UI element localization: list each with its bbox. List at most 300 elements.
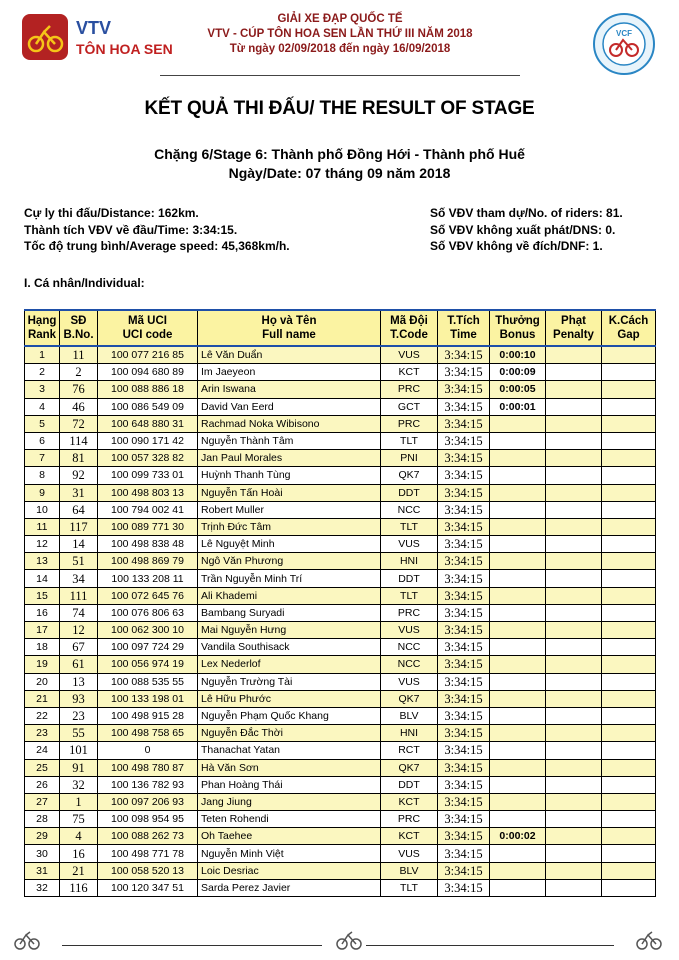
cell-time: 3:34:15 — [438, 811, 490, 828]
cell-bib: 32 — [60, 776, 98, 793]
cell-time: 3:34:15 — [438, 845, 490, 862]
cell-bib: 4 — [60, 828, 98, 845]
cell-bonus — [490, 793, 546, 810]
race-info-right — [430, 205, 623, 255]
cell-team-code: TLT — [381, 587, 438, 604]
cell-uci-code: 100 098 954 95 — [98, 811, 198, 828]
cell-rank: 18 — [25, 639, 60, 656]
cell-bib: 14 — [60, 536, 98, 553]
cell-uci-code: 100 498 780 87 — [98, 759, 198, 776]
cell-uci-code: 100 120 347 51 — [98, 879, 198, 896]
footer-line — [366, 945, 614, 946]
cell-time: 3:34:15 — [438, 707, 490, 724]
table-row — [25, 604, 656, 621]
cell-team-code: VUS — [381, 622, 438, 639]
winner-time-info: Thành tích VĐV về đầu/Time: 3:34:15. — [24, 222, 238, 237]
cell-gap — [602, 553, 656, 570]
cell-bib: 111 — [60, 587, 98, 604]
cell-uci-code: 100 088 262 73 — [98, 828, 198, 845]
header-gap — [602, 310, 656, 346]
cell-gap — [602, 398, 656, 415]
cell-rank: 7 — [25, 450, 60, 467]
cell-time: 3:34:15 — [438, 793, 490, 810]
header-bonus-en: Bonus — [499, 329, 536, 341]
cell-gap — [602, 450, 656, 467]
event-subtitle: VTV - CÚP TÔN HOA SEN LẦN THỨ III NĂM 2018 — [207, 28, 473, 40]
cell-team-code: VUS — [381, 845, 438, 862]
cell-team-code: PRC — [381, 604, 438, 621]
table-row — [25, 707, 656, 724]
cell-gap — [602, 432, 656, 449]
cell-uci-code: 100 794 002 41 — [98, 501, 198, 518]
cell-rank: 6 — [25, 432, 60, 449]
table-row — [25, 381, 656, 398]
cell-gap — [602, 467, 656, 484]
cell-rank: 20 — [25, 673, 60, 690]
cell-team-code: HNI — [381, 553, 438, 570]
cell-uci-code: 100 090 171 42 — [98, 432, 198, 449]
cell-team-code: DDT — [381, 776, 438, 793]
distance-info: Cự ly thi đấu/Distance: 162km. — [24, 206, 199, 220]
cell-penalty — [546, 604, 602, 621]
cell-bonus — [490, 759, 546, 776]
header-bonus — [490, 310, 546, 346]
average-speed-info: Tốc độ trung bình/Average speed: 45,368km/h. — [24, 239, 290, 253]
cell-rank: 26 — [25, 776, 60, 793]
cell-penalty — [546, 673, 602, 690]
cell-bib: 1 — [60, 793, 98, 810]
cell-gap — [602, 759, 656, 776]
cell-bonus: 0:00:10 — [490, 346, 546, 364]
cell-full-name: Trần Nguyễn Minh Trí — [198, 570, 381, 587]
cell-rank: 29 — [25, 828, 60, 845]
cell-bib: 117 — [60, 518, 98, 535]
cell-time: 3:34:15 — [438, 639, 490, 656]
cell-bib: 114 — [60, 432, 98, 449]
cyclist-footer-icon — [336, 929, 362, 951]
cell-rank: 30 — [25, 845, 60, 862]
cell-uci-code: 100 648 880 31 — [98, 415, 198, 432]
results-table-header — [25, 310, 656, 346]
header-uci-code — [98, 310, 198, 346]
cell-bib: 11 — [60, 346, 98, 364]
cell-bonus: 0:00:02 — [490, 828, 546, 845]
cell-bib: 2 — [60, 364, 98, 381]
table-row — [25, 776, 656, 793]
cell-uci-code: 100 088 886 18 — [98, 381, 198, 398]
cell-full-name: Rachmad Noka Wibisono — [198, 415, 381, 432]
cell-uci-code: 100 136 782 93 — [98, 776, 198, 793]
cell-bonus — [490, 707, 546, 724]
cell-uci-code: 100 097 724 29 — [98, 639, 198, 656]
cell-bib: 16 — [60, 845, 98, 862]
cell-team-code: QK7 — [381, 759, 438, 776]
cell-full-name: Bambang Suryadi — [198, 604, 381, 621]
cell-team-code: HNI — [381, 725, 438, 742]
cell-bonus: 0:00:05 — [490, 381, 546, 398]
cell-full-name: Lê Văn Duẩn — [198, 346, 381, 364]
cell-full-name: Nguyễn Minh Việt — [198, 845, 381, 862]
cell-full-name: Nguyễn Trường Tài — [198, 673, 381, 690]
cell-team-code: NCC — [381, 639, 438, 656]
cell-rank: 9 — [25, 484, 60, 501]
cell-time: 3:34:15 — [438, 879, 490, 896]
cell-rank: 10 — [25, 501, 60, 518]
cell-penalty — [546, 793, 602, 810]
stage-date: Ngày/Date: 07 tháng 09 năm 2018 — [228, 165, 451, 181]
cell-time: 3:34:15 — [438, 450, 490, 467]
cell-penalty — [546, 570, 602, 587]
cell-rank: 25 — [25, 759, 60, 776]
cell-bonus — [490, 432, 546, 449]
cell-time: 3:34:15 — [438, 381, 490, 398]
cell-penalty — [546, 501, 602, 518]
header-gap-vi: K.Cách — [608, 315, 649, 327]
table-row — [25, 346, 656, 364]
cell-team-code: TLT — [381, 879, 438, 896]
cell-time: 3:34:15 — [438, 862, 490, 879]
table-row — [25, 639, 656, 656]
cell-rank: 16 — [25, 604, 60, 621]
cell-rank: 28 — [25, 811, 60, 828]
cell-team-code: PRC — [381, 381, 438, 398]
cell-time: 3:34:15 — [438, 690, 490, 707]
cell-bib: 21 — [60, 862, 98, 879]
cell-gap — [602, 879, 656, 896]
cell-bonus — [490, 639, 546, 656]
cell-team-code: KCT — [381, 828, 438, 845]
vcf-logo — [592, 12, 656, 76]
cell-full-name: Thanachat Yatan — [198, 742, 381, 759]
cell-gap — [602, 845, 656, 862]
cell-bib: 31 — [60, 484, 98, 501]
cell-team-code: TLT — [381, 432, 438, 449]
stage-route: Chặng 6/Stage 6: Thành phố Đồng Hới - Thành phố Huế — [154, 146, 525, 162]
cell-full-name: Nguyễn Thành Tâm — [198, 432, 381, 449]
header-gap-en: Gap — [617, 329, 640, 341]
cell-uci-code: 100 498 758 65 — [98, 725, 198, 742]
sponsor-logo-text: TÔN HOA SEN — [76, 41, 173, 57]
cell-uci-code: 100 058 520 13 — [98, 862, 198, 879]
cell-rank: 22 — [25, 707, 60, 724]
cell-time: 3:34:15 — [438, 828, 490, 845]
header-team-code-vi: Mã Đội — [390, 315, 428, 327]
cell-gap — [602, 656, 656, 673]
cell-penalty — [546, 346, 602, 364]
header-full-name-vi: Họ và Tên — [261, 315, 317, 327]
cell-bib: 93 — [60, 690, 98, 707]
cell-bonus: 0:00:01 — [490, 398, 546, 415]
cell-bonus — [490, 725, 546, 742]
cell-time: 3:34:15 — [438, 398, 490, 415]
cell-uci-code: 100 133 208 11 — [98, 570, 198, 587]
cell-penalty — [546, 553, 602, 570]
cell-full-name: Oh Taehee — [198, 828, 381, 845]
cell-rank: 2 — [25, 364, 60, 381]
cell-bib: 46 — [60, 398, 98, 415]
cell-team-code: QK7 — [381, 467, 438, 484]
cell-time: 3:34:15 — [438, 622, 490, 639]
cell-rank: 21 — [25, 690, 60, 707]
cell-full-name: Arin Iswana — [198, 381, 381, 398]
cell-uci-code: 100 498 869 79 — [98, 553, 198, 570]
cell-full-name: Loic Desriac — [198, 862, 381, 879]
cell-bib: 61 — [60, 656, 98, 673]
header-rank — [25, 310, 60, 346]
cell-uci-code: 100 498 771 78 — [98, 845, 198, 862]
cell-bonus — [490, 501, 546, 518]
cell-rank: 23 — [25, 725, 60, 742]
cell-uci-code: 100 056 974 19 — [98, 656, 198, 673]
cell-penalty — [546, 467, 602, 484]
cell-team-code: NCC — [381, 656, 438, 673]
cell-bib: 116 — [60, 879, 98, 896]
stage-info — [0, 145, 679, 183]
cell-penalty — [546, 587, 602, 604]
cell-penalty — [546, 639, 602, 656]
cell-full-name: Lê Nguyệt Minh — [198, 536, 381, 553]
cell-full-name: Phan Hoàng Thái — [198, 776, 381, 793]
cell-penalty — [546, 415, 602, 432]
cell-bib: 91 — [60, 759, 98, 776]
cell-bonus — [490, 587, 546, 604]
cell-team-code: TLT — [381, 518, 438, 535]
cell-penalty — [546, 398, 602, 415]
dns-info: Số VĐV không xuất phát/DNS: 0. — [430, 222, 616, 237]
cell-uci-code: 100 097 206 93 — [98, 793, 198, 810]
cell-bonus — [490, 811, 546, 828]
cell-rank: 12 — [25, 536, 60, 553]
cell-time: 3:34:15 — [438, 501, 490, 518]
footer-line — [62, 945, 322, 946]
cell-bonus — [490, 536, 546, 553]
cell-bib: 67 — [60, 639, 98, 656]
cell-gap — [602, 587, 656, 604]
cell-gap — [602, 725, 656, 742]
cell-full-name: Nguyễn Tấn Hoài — [198, 484, 381, 501]
cell-full-name: Sarda Perez Javier — [198, 879, 381, 896]
cell-uci-code: 100 057 328 82 — [98, 450, 198, 467]
cell-gap — [602, 381, 656, 398]
cell-team-code: DDT — [381, 570, 438, 587]
cell-penalty — [546, 381, 602, 398]
cell-penalty — [546, 518, 602, 535]
event-header — [180, 12, 500, 57]
cell-time: 3:34:15 — [438, 673, 490, 690]
cell-rank: 1 — [25, 346, 60, 364]
cell-team-code: VUS — [381, 673, 438, 690]
header-penalty-vi: Phạt — [561, 315, 586, 327]
cell-bonus — [490, 742, 546, 759]
cell-rank: 3 — [25, 381, 60, 398]
cell-gap — [602, 690, 656, 707]
header-penalty — [546, 310, 602, 346]
cell-rank: 24 — [25, 742, 60, 759]
header-bib-en: B.No. — [63, 329, 94, 341]
table-row — [25, 793, 656, 810]
vcf-logo-text: VCF — [616, 29, 632, 38]
cell-bib: 23 — [60, 707, 98, 724]
cell-full-name: Lê Hữu Phước — [198, 690, 381, 707]
cell-uci-code: 100 062 300 10 — [98, 622, 198, 639]
header-divider — [160, 75, 520, 76]
cell-penalty — [546, 742, 602, 759]
cell-time: 3:34:15 — [438, 587, 490, 604]
cell-team-code: QK7 — [381, 690, 438, 707]
cell-bonus — [490, 450, 546, 467]
cell-uci-code: 100 498 838 48 — [98, 536, 198, 553]
table-row — [25, 759, 656, 776]
cell-rank: 8 — [25, 467, 60, 484]
cell-time: 3:34:15 — [438, 656, 490, 673]
cell-full-name: Jan Paul Morales — [198, 450, 381, 467]
cell-bib: 81 — [60, 450, 98, 467]
table-row — [25, 725, 656, 742]
cell-penalty — [546, 845, 602, 862]
cell-gap — [602, 811, 656, 828]
cell-gap — [602, 536, 656, 553]
header-bonus-vi: Thưởng — [495, 315, 540, 327]
cell-team-code: GCT — [381, 398, 438, 415]
cell-full-name: Mai Nguyễn Hưng — [198, 622, 381, 639]
header-team-code-en: T.Code — [390, 329, 428, 341]
cell-bib: 55 — [60, 725, 98, 742]
cell-gap — [602, 518, 656, 535]
cell-time: 3:34:15 — [438, 518, 490, 535]
cell-penalty — [546, 759, 602, 776]
table-row — [25, 742, 656, 759]
table-row — [25, 553, 656, 570]
race-info-left — [24, 205, 290, 255]
header-time-en: Time — [450, 329, 477, 341]
cell-time: 3:34:15 — [438, 570, 490, 587]
cell-team-code: VUS — [381, 346, 438, 364]
cell-uci-code: 100 099 733 01 — [98, 467, 198, 484]
cell-bib: 72 — [60, 415, 98, 432]
cell-gap — [602, 622, 656, 639]
cell-team-code: PNI — [381, 450, 438, 467]
table-row — [25, 432, 656, 449]
cell-full-name: Vandila Southisack — [198, 639, 381, 656]
table-row — [25, 536, 656, 553]
header-team-code — [381, 310, 438, 346]
cell-gap — [602, 707, 656, 724]
table-row — [25, 828, 656, 845]
cell-penalty — [546, 450, 602, 467]
cell-penalty — [546, 725, 602, 742]
cell-rank: 15 — [25, 587, 60, 604]
cell-bonus — [490, 518, 546, 535]
cell-rank: 32 — [25, 879, 60, 896]
cell-gap — [602, 415, 656, 432]
cell-rank: 27 — [25, 793, 60, 810]
cell-time: 3:34:15 — [438, 776, 490, 793]
table-row — [25, 364, 656, 381]
cell-full-name: Ngô Văn Phương — [198, 553, 381, 570]
cell-team-code: VUS — [381, 536, 438, 553]
section-heading: I. Cá nhân/Individual: — [24, 276, 145, 290]
cell-penalty — [546, 862, 602, 879]
table-row — [25, 398, 656, 415]
cell-time: 3:34:15 — [438, 346, 490, 364]
cell-full-name: Huỳnh Thanh Tùng — [198, 467, 381, 484]
header-penalty-en: Penalty — [553, 329, 594, 341]
vtv-logo-text: VTV — [76, 18, 112, 38]
cell-time: 3:34:15 — [438, 467, 490, 484]
table-row — [25, 570, 656, 587]
cell-gap — [602, 776, 656, 793]
cell-gap — [602, 673, 656, 690]
cell-bonus — [490, 604, 546, 621]
cell-full-name: David Van Eerd — [198, 398, 381, 415]
cell-full-name: Robert Muller — [198, 501, 381, 518]
table-row — [25, 484, 656, 501]
table-row — [25, 415, 656, 432]
table-row — [25, 501, 656, 518]
cell-penalty — [546, 879, 602, 896]
event-title: GIẢI XE ĐẠP QUỐC TẾ — [277, 13, 403, 25]
table-row — [25, 879, 656, 896]
cell-bonus: 0:00:09 — [490, 364, 546, 381]
page-title: KẾT QUẢ THI ĐẤU/ THE RESULT OF STAGE — [144, 98, 535, 119]
cell-bib: 34 — [60, 570, 98, 587]
cell-uci-code: 100 072 645 76 — [98, 587, 198, 604]
cell-full-name: Nguyễn Đắc Thời — [198, 725, 381, 742]
cell-rank: 31 — [25, 862, 60, 879]
cell-time: 3:34:15 — [438, 759, 490, 776]
cell-penalty — [546, 828, 602, 845]
cell-penalty — [546, 811, 602, 828]
cell-gap — [602, 604, 656, 621]
event-dates: Từ ngày 02/09/2018 đến ngày 16/09/2018 — [229, 43, 451, 55]
cell-penalty — [546, 536, 602, 553]
cell-uci-code: 100 086 549 09 — [98, 398, 198, 415]
cell-bonus — [490, 776, 546, 793]
cell-bib: 64 — [60, 501, 98, 518]
riders-count-info: Số VĐV tham dự/No. of riders: 81. — [430, 206, 623, 220]
table-row — [25, 622, 656, 639]
header-bib — [60, 310, 98, 346]
cell-team-code: NCC — [381, 501, 438, 518]
cell-rank: 5 — [25, 415, 60, 432]
results-table-body — [25, 346, 656, 897]
header-time — [438, 310, 490, 346]
cell-penalty — [546, 776, 602, 793]
logo-badge — [22, 14, 68, 60]
table-row — [25, 518, 656, 535]
cyclist-footer-icon — [636, 929, 662, 951]
cell-full-name: Ali Khademi — [198, 587, 381, 604]
header-rank-en: Rank — [27, 329, 57, 341]
table-row — [25, 845, 656, 862]
cell-gap — [602, 862, 656, 879]
cell-time: 3:34:15 — [438, 484, 490, 501]
cell-gap — [602, 484, 656, 501]
cell-uci-code: 100 498 803 13 — [98, 484, 198, 501]
cell-full-name: Teten Rohendi — [198, 811, 381, 828]
cell-uci-code: 100 089 771 30 — [98, 518, 198, 535]
cell-gap — [602, 828, 656, 845]
cell-bonus — [490, 690, 546, 707]
cell-team-code: KCT — [381, 793, 438, 810]
results-table — [24, 309, 656, 897]
cell-team-code: PRC — [381, 415, 438, 432]
cell-time: 3:34:15 — [438, 725, 490, 742]
cell-bonus — [490, 673, 546, 690]
cell-bonus — [490, 879, 546, 896]
cell-penalty — [546, 364, 602, 381]
table-row — [25, 862, 656, 879]
